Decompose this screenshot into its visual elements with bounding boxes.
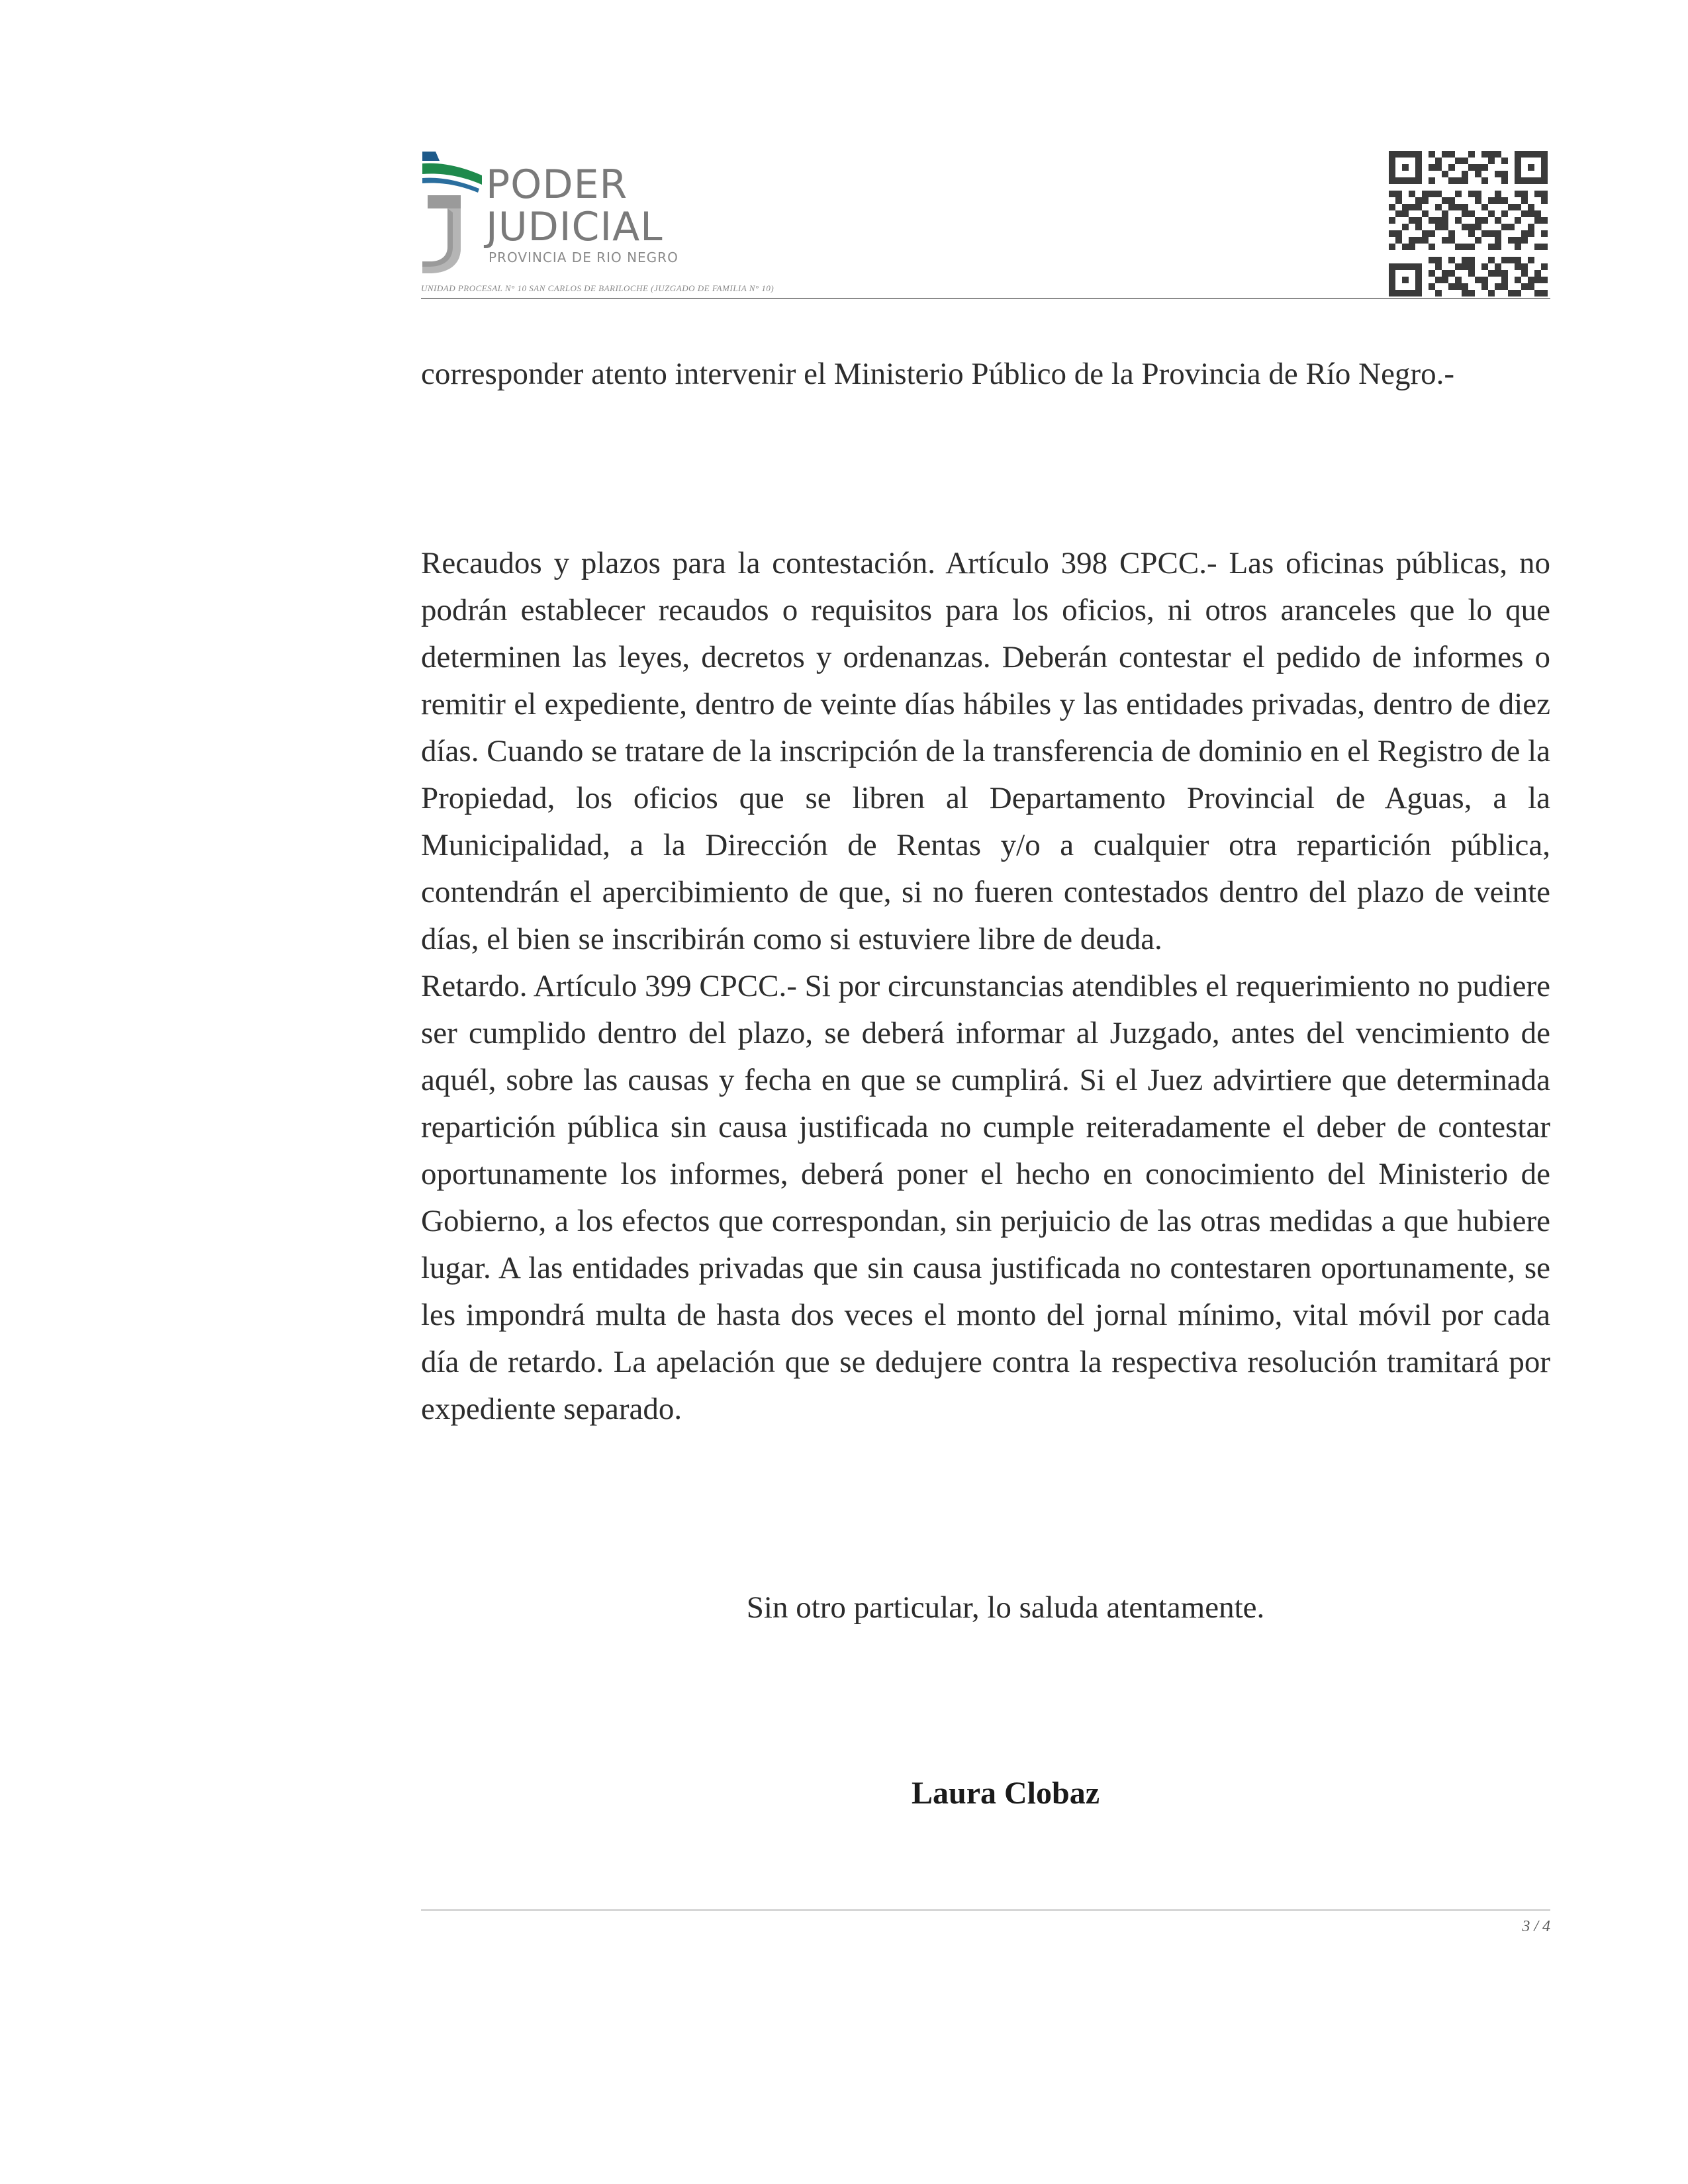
logo-subtitle: PROVINCIA DE RIO NEGRO [489, 250, 679, 265]
footer-divider [421, 1909, 1550, 1911]
article-399-paragraph: Retardo. Artículo 399 CPCC.- Si por circunstancias atendibles el requerimiento no pudiere ser cumplido dentro del plazo, se deberá informar al Juzgado, antes del vencimiento de aquél, sobre las causas y fecha en que se cumplirá. Si el Juez advirtiere que determinada repartición pública sin causa justificada no cumple reiteradamente el deber de contestar oportunamente los informes, deberá poner el hecho en conocimiento del Ministerio de Gobierno, a los efectos que correspondan, sin perjuicio de las otras medidas a que hubiere lugar. A las entidades privadas que sin causa justificada no contestaren oportunamente, se les impondrá multa de hasta dos veces el monto del jornal mínimo, vital móvil por cada día de retardo. La apelación que se dedujere contra la respectiva resolución tramitará por expediente separado. [421, 969, 1550, 1426]
article-398-paragraph: Recaudos y plazos para la contestación. Artículo 398 CPCC.- Las oficinas públicas, no podrán establecer recaudos o requisitos para los oficios, ni otros aranceles que lo que determinen las leyes, decretos y ordenanzas. Deberán contestar el pedido de informes o remitir el expediente, dentro de veinte días hábiles y las entidades privadas, dentro de diez días. Cuando se tratare de la inscripción de la transferencia de dominio en el Registro de la Propiedad, los oficios que se libren al Departamento Provincial de Aguas, a la Municipalidad, a la Dirección de Rentas y/o a cualquier otra repartición pública, contendrán el apercibimiento de que, si no fueren contestados dentro del plazo de veinte días, el bien se inscribirán como si estuviere libre de deuda. [421, 546, 1550, 956]
poder-judicial-logo [421, 149, 726, 275]
logo-title-line1: PODER [486, 161, 628, 208]
body-section-articles [421, 540, 1550, 1433]
qr-code-icon [1389, 151, 1548, 296]
page-number: 3 / 4 [1522, 1918, 1550, 1935]
logo-title-line2: JUDICIAL [486, 204, 663, 250]
logo-title [486, 163, 663, 248]
logo-emblem-icon [421, 149, 487, 275]
signature-name: Laura Clobaz [911, 1776, 1100, 1811]
header-divider [421, 298, 1550, 299]
body-paragraph-1 [421, 351, 1550, 398]
unit-caption: UNIDAD PROCESAL N° 10 SAN CARLOS DE BARILOCHE (JUZGADO DE FAMILIA N° 10) [421, 283, 774, 293]
closing-salutation: Sin otro particular, lo saluda atentamente. [746, 1590, 1265, 1625]
paragraph-text: corresponder atento intervenir el Ministerio Público de la Provincia de Río Negro.- [421, 357, 1455, 391]
